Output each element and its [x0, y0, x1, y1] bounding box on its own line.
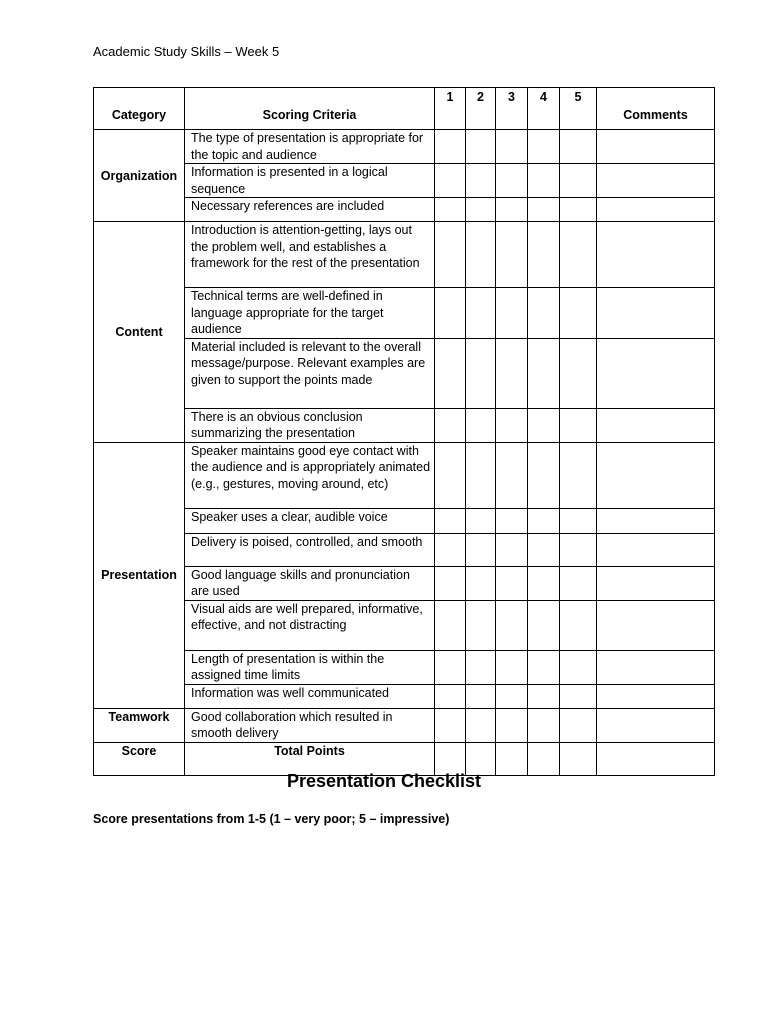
header-row	[94, 88, 715, 130]
score-cell-2[interactable]	[466, 533, 496, 566]
header-comments: Comments	[597, 88, 715, 130]
score-cell-5[interactable]	[560, 708, 597, 742]
score-cell-2[interactable]	[466, 198, 496, 222]
comments-cell[interactable]	[597, 222, 715, 288]
score-cell-3[interactable]	[496, 288, 528, 339]
score-cell-3[interactable]	[496, 198, 528, 222]
score-cell-5[interactable]	[560, 533, 597, 566]
score-cell-2[interactable]	[466, 288, 496, 339]
header-score-4: 4	[528, 88, 560, 130]
criteria-cell: Length of presentation is within the assigned time limits	[185, 650, 435, 684]
score-cell-5[interactable]	[560, 600, 597, 650]
criteria-cell: The type of presentation is appropriate for the topic and audience	[185, 130, 435, 164]
score-cell-3[interactable]	[496, 650, 528, 684]
criteria-cell: Information was well communicated	[185, 684, 435, 708]
comments-cell[interactable]	[597, 684, 715, 708]
category-cell: Presentation	[94, 442, 185, 708]
score-cell-4[interactable]	[528, 442, 560, 508]
score-cell-2[interactable]	[466, 650, 496, 684]
comments-cell[interactable]	[597, 198, 715, 222]
score-cell-4[interactable]	[528, 408, 560, 442]
criteria-cell: Speaker maintains good eye contact with the audience and is appropriately animated (e.g., gestures, moving around, etc)	[185, 442, 435, 508]
score-cell-5[interactable]	[560, 198, 597, 222]
score-cell-3[interactable]	[496, 338, 528, 408]
score-cell-4[interactable]	[528, 533, 560, 566]
score-cell-3[interactable]	[496, 164, 528, 198]
score-cell-3[interactable]	[496, 408, 528, 442]
criteria-row	[94, 198, 715, 222]
criteria-row	[94, 408, 715, 442]
criteria-row	[94, 288, 715, 339]
score-cell-1[interactable]	[435, 198, 466, 222]
score-cell-2[interactable]	[466, 600, 496, 650]
score-cell-5[interactable]	[560, 164, 597, 198]
comments-cell[interactable]	[597, 442, 715, 508]
rubric-table	[93, 87, 715, 776]
document-header: Academic Study Skills – Week 5	[93, 44, 280, 59]
criteria-row	[94, 708, 715, 742]
comments-cell[interactable]	[597, 338, 715, 408]
criteria-cell: Material included is relevant to the overall message/purpose. Relevant examples are given to support the points made	[185, 338, 435, 408]
score-cell-3[interactable]	[496, 600, 528, 650]
score-cell-4[interactable]	[528, 708, 560, 742]
score-cell-1[interactable]	[435, 164, 466, 198]
criteria-cell: Information is presented in a logical sequence	[185, 164, 435, 198]
score-label: Score	[94, 742, 185, 775]
criteria-cell: Speaker uses a clear, audible voice	[185, 508, 435, 533]
criteria-cell: Necessary references are included	[185, 198, 435, 222]
score-cell-3[interactable]	[496, 442, 528, 508]
header-score-3: 3	[496, 88, 528, 130]
score-cell-4[interactable]	[528, 164, 560, 198]
score-cell-2[interactable]	[466, 684, 496, 708]
score-cell-2[interactable]	[466, 338, 496, 408]
header-score-1: 1	[435, 88, 466, 130]
header-scoring-criteria: Scoring Criteria	[185, 88, 435, 130]
score-cell-2[interactable]	[466, 408, 496, 442]
score-cell-1[interactable]	[435, 684, 466, 708]
score-cell-4[interactable]	[528, 650, 560, 684]
criteria-row	[94, 650, 715, 684]
score-cell-3[interactable]	[496, 684, 528, 708]
score-cell-4[interactable]	[528, 130, 560, 164]
total-points-label: Total Points	[185, 742, 435, 775]
criteria-cell: Delivery is poised, controlled, and smooth	[185, 533, 435, 566]
criteria-cell: Good collaboration which resulted in smooth delivery	[185, 708, 435, 742]
score-cell-2[interactable]	[466, 708, 496, 742]
criteria-row	[94, 222, 715, 288]
header-category: Category	[94, 88, 185, 130]
comments-cell[interactable]	[597, 708, 715, 742]
score-cell-4[interactable]	[528, 600, 560, 650]
score-cell-3[interactable]	[496, 508, 528, 533]
score-cell-3[interactable]	[496, 566, 528, 600]
criteria-cell: Technical terms are well-defined in language appropriate for the target audience	[185, 288, 435, 339]
score-cell-5[interactable]	[560, 130, 597, 164]
score-cell-1[interactable]	[435, 338, 466, 408]
score-cell-1[interactable]	[435, 650, 466, 684]
comments-cell[interactable]	[597, 650, 715, 684]
criteria-cell: Introduction is attention-getting, lays out the problem well, and establishes a framework for the rest of the presentation	[185, 222, 435, 288]
comments-cell[interactable]	[597, 508, 715, 533]
score-cell-1[interactable]	[435, 408, 466, 442]
score-cell-1[interactable]	[435, 442, 466, 508]
score-cell-5[interactable]	[560, 338, 597, 408]
category-cell: Content	[94, 222, 185, 443]
criteria-row	[94, 684, 715, 708]
comments-cell[interactable]	[597, 164, 715, 198]
score-cell-2[interactable]	[466, 164, 496, 198]
score-cell-4[interactable]	[528, 198, 560, 222]
score-cell-5[interactable]	[560, 684, 597, 708]
score-cell-3[interactable]	[496, 222, 528, 288]
comments-cell[interactable]	[597, 408, 715, 442]
score-cell-4[interactable]	[528, 508, 560, 533]
score-cell-5[interactable]	[560, 288, 597, 339]
score-cell-5[interactable]	[560, 408, 597, 442]
score-cell-4[interactable]	[528, 566, 560, 600]
score-cell-3[interactable]	[496, 533, 528, 566]
criteria-row	[94, 442, 715, 508]
comments-cell[interactable]	[597, 130, 715, 164]
criteria-row	[94, 533, 715, 566]
criteria-row	[94, 130, 715, 164]
criteria-cell: There is an obvious conclusion summarizing the presentation	[185, 408, 435, 442]
score-cell-2[interactable]	[466, 566, 496, 600]
score-cell-4[interactable]	[528, 222, 560, 288]
score-cell-4[interactable]	[528, 288, 560, 339]
score-cell-4[interactable]	[528, 684, 560, 708]
score-cell-1[interactable]	[435, 222, 466, 288]
score-cell-2[interactable]	[466, 508, 496, 533]
score-cell-1[interactable]	[435, 288, 466, 339]
criteria-cell: Good language skills and pronunciation are used	[185, 566, 435, 600]
comments-cell[interactable]	[597, 600, 715, 650]
score-cell-2[interactable]	[466, 222, 496, 288]
criteria-row	[94, 164, 715, 198]
score-cell-5[interactable]	[560, 508, 597, 533]
score-cell-5[interactable]	[560, 650, 597, 684]
criteria-row	[94, 338, 715, 408]
score-cell-3[interactable]	[496, 708, 528, 742]
header-score-5: 5	[560, 88, 597, 130]
comments-cell[interactable]	[597, 533, 715, 566]
score-cell-1[interactable]	[435, 130, 466, 164]
document-title: Presentation Checklist	[286, 771, 482, 791]
score-cell-3[interactable]	[496, 130, 528, 164]
criteria-row	[94, 600, 715, 650]
score-cell-1[interactable]	[435, 566, 466, 600]
header-score-2: 2	[466, 88, 496, 130]
score-cell-5[interactable]	[560, 566, 597, 600]
criteria-row	[94, 508, 715, 533]
rubric-body	[94, 88, 715, 776]
score-cell-5[interactable]	[560, 442, 597, 508]
category-cell: Organization	[94, 130, 185, 222]
criteria-cell: Visual aids are well prepared, informative, effective, and not distracting	[185, 600, 435, 650]
scoring-instructions: Score presentations from 1-5 (1 – very poor; 5 – impressive)	[93, 812, 450, 826]
category-cell: Teamwork	[94, 708, 185, 742]
comments-cell[interactable]	[597, 288, 715, 339]
score-cell-1[interactable]	[435, 708, 466, 742]
criteria-row	[94, 566, 715, 600]
score-cell-1[interactable]	[435, 508, 466, 533]
score-cell-4[interactable]	[528, 338, 560, 408]
score-cell-1[interactable]	[435, 600, 466, 650]
score-cell-5[interactable]	[560, 222, 597, 288]
score-cell-2[interactable]	[466, 130, 496, 164]
score-cell-1[interactable]	[435, 533, 466, 566]
comments-cell[interactable]	[597, 566, 715, 600]
score-cell-2[interactable]	[466, 442, 496, 508]
